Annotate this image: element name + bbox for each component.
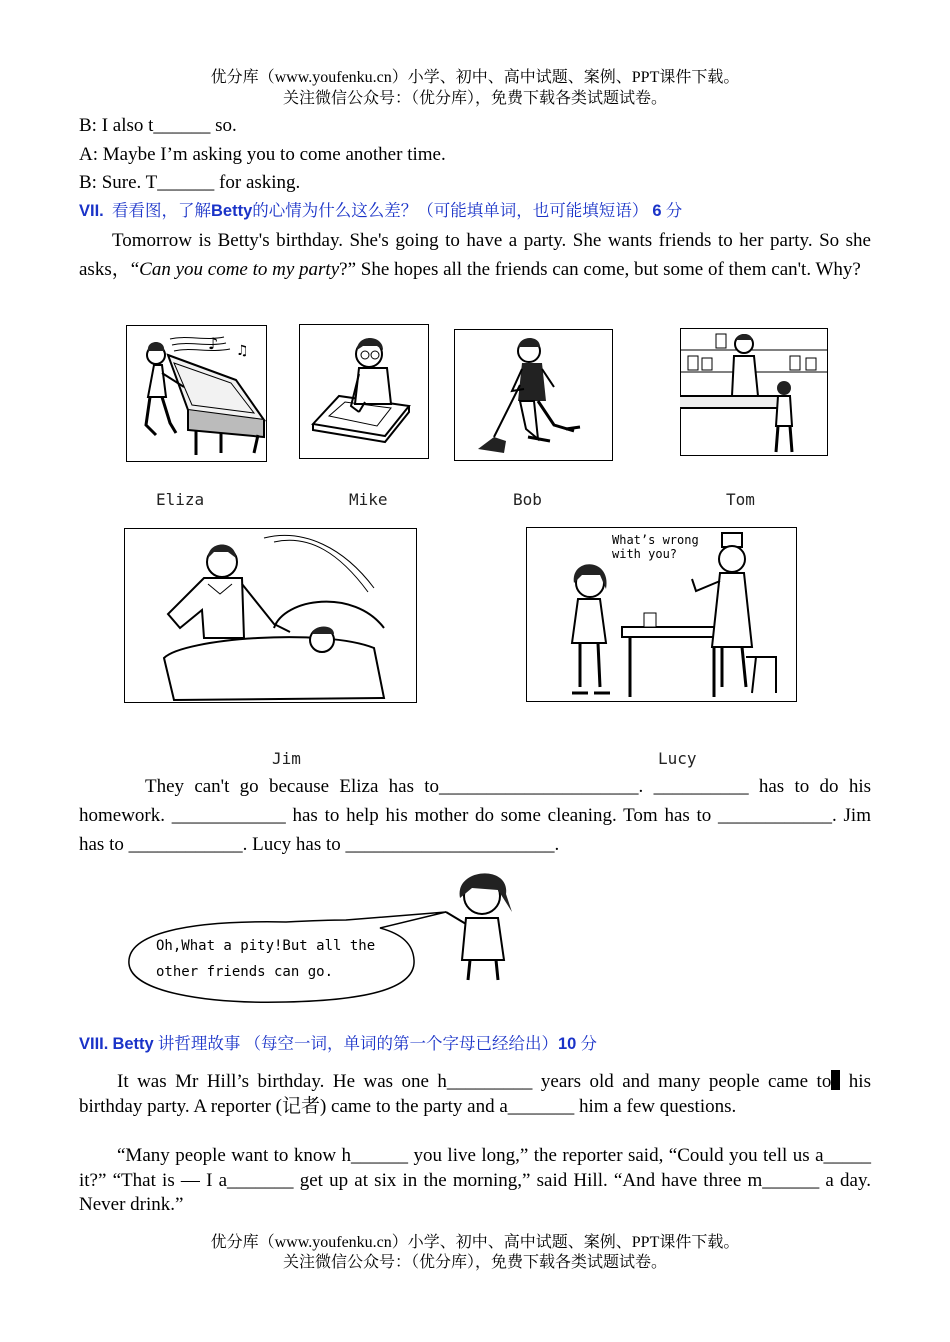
intro-text-a: Tomorrow is Betty's birthday. She's going to have a party. She wants friends to her party. So she asks，“ — [79, 230, 871, 280]
caption-eliza: Eliza — [156, 490, 205, 509]
betty-speech-line-2: other friends can go. — [156, 964, 334, 980]
section-8-title: 讲哲理故事 （每空一词，单词的第一个字母已经给出） — [157, 1034, 558, 1053]
section-8-score-unit: 分 — [580, 1034, 597, 1053]
section-8-heading — [79, 1033, 597, 1055]
story-p1-b: his birthday party. A reporter (记者) came to the party and a_______ him a few questions. — [79, 1071, 871, 1117]
section-8-name: Betty — [112, 1035, 154, 1053]
story-p1-a: It was Mr Hill’s birthday. He was one h_________ years old and many people came to — [117, 1071, 832, 1092]
footer-line-2: 关注微信公众号：（优分库），免费下载各类试题试卷。 — [282, 1254, 667, 1271]
bob-cleaning-picture — [454, 329, 613, 461]
section-7-answer-text: They can't go because Eliza has to_____________________. __________ has to do his homework. ____________ has to help his mother do some cleaning. Tom has to ____________. Jim has to ____________. Lucy has to ______________________. — [79, 776, 871, 855]
section-7-score-unit: 分 — [665, 201, 683, 220]
section-7-title-2: 的心情为什么这么差？（可能填单词，也可能填短语） — [252, 201, 649, 220]
caption-jim: Jim — [272, 749, 301, 768]
dialogue-line: B: Sure. T______ for asking. — [79, 172, 301, 193]
section-7-intro — [79, 226, 871, 284]
dialogue-line: A: Maybe I’m asking you to come another time. — [79, 144, 446, 165]
mike-homework-picture — [299, 324, 429, 459]
svg-text:♫: ♫ — [236, 343, 249, 359]
lucy-doctor-picture — [526, 527, 797, 702]
jim-baby-picture — [124, 528, 417, 703]
header-line-1: 优分库（www.youfenku.cn）小学、初中、高中试题、案例、PPT课件下载。 — [210, 69, 740, 86]
doctor-speech-line-2: with you? — [612, 547, 678, 561]
story-paragraph-2: “Many people want to know h______ you live long,” the reporter said, “Could you tell us a_____ it?” “That is — I a_______ get up at six in the morning,” said Hill. “And have three m______ a day. Never drink.” — [79, 1145, 871, 1215]
betty-speech-line-1: Oh,What a pity!But all the — [156, 938, 376, 954]
text-cursor — [831, 1070, 840, 1090]
header-line-2: 关注微信公众号：（优分库），免费下载各类试题试卷。 — [282, 90, 667, 107]
section-7-number: VII. — [79, 202, 104, 220]
intro-quote: Can you come to my party — [139, 259, 340, 280]
story-paragraph-1 — [79, 1070, 871, 1119]
eliza-piano-picture — [126, 325, 267, 462]
svg-text:♪: ♪ — [208, 334, 219, 353]
section-8-score: 10 — [557, 1035, 577, 1053]
dialogue-line: B: I also t______ so. — [79, 115, 237, 136]
intro-text-b: ?” She hopes all the friends can come, but some of them can't. Why? — [339, 259, 861, 280]
caption-lucy: Lucy — [658, 749, 697, 768]
section-7-name: Betty — [211, 202, 253, 220]
section-7-title: 看看图，了解 — [112, 201, 212, 220]
section-7-score: 6 — [652, 202, 662, 220]
caption-tom: Tom — [726, 490, 755, 509]
section-8-number: VIII. — [79, 1035, 109, 1053]
betty-speech-picture — [126, 868, 526, 1008]
section-7-heading — [79, 200, 682, 222]
caption-bob: Bob — [513, 490, 542, 509]
caption-mike: Mike — [349, 490, 388, 509]
footer-line-1: 优分库（www.youfenku.cn）小学、初中、高中试题、案例、PPT课件下载。 — [210, 1234, 740, 1251]
doctor-speech-line-1: What’s wrong — [612, 533, 699, 547]
tom-shop-picture — [680, 328, 828, 456]
